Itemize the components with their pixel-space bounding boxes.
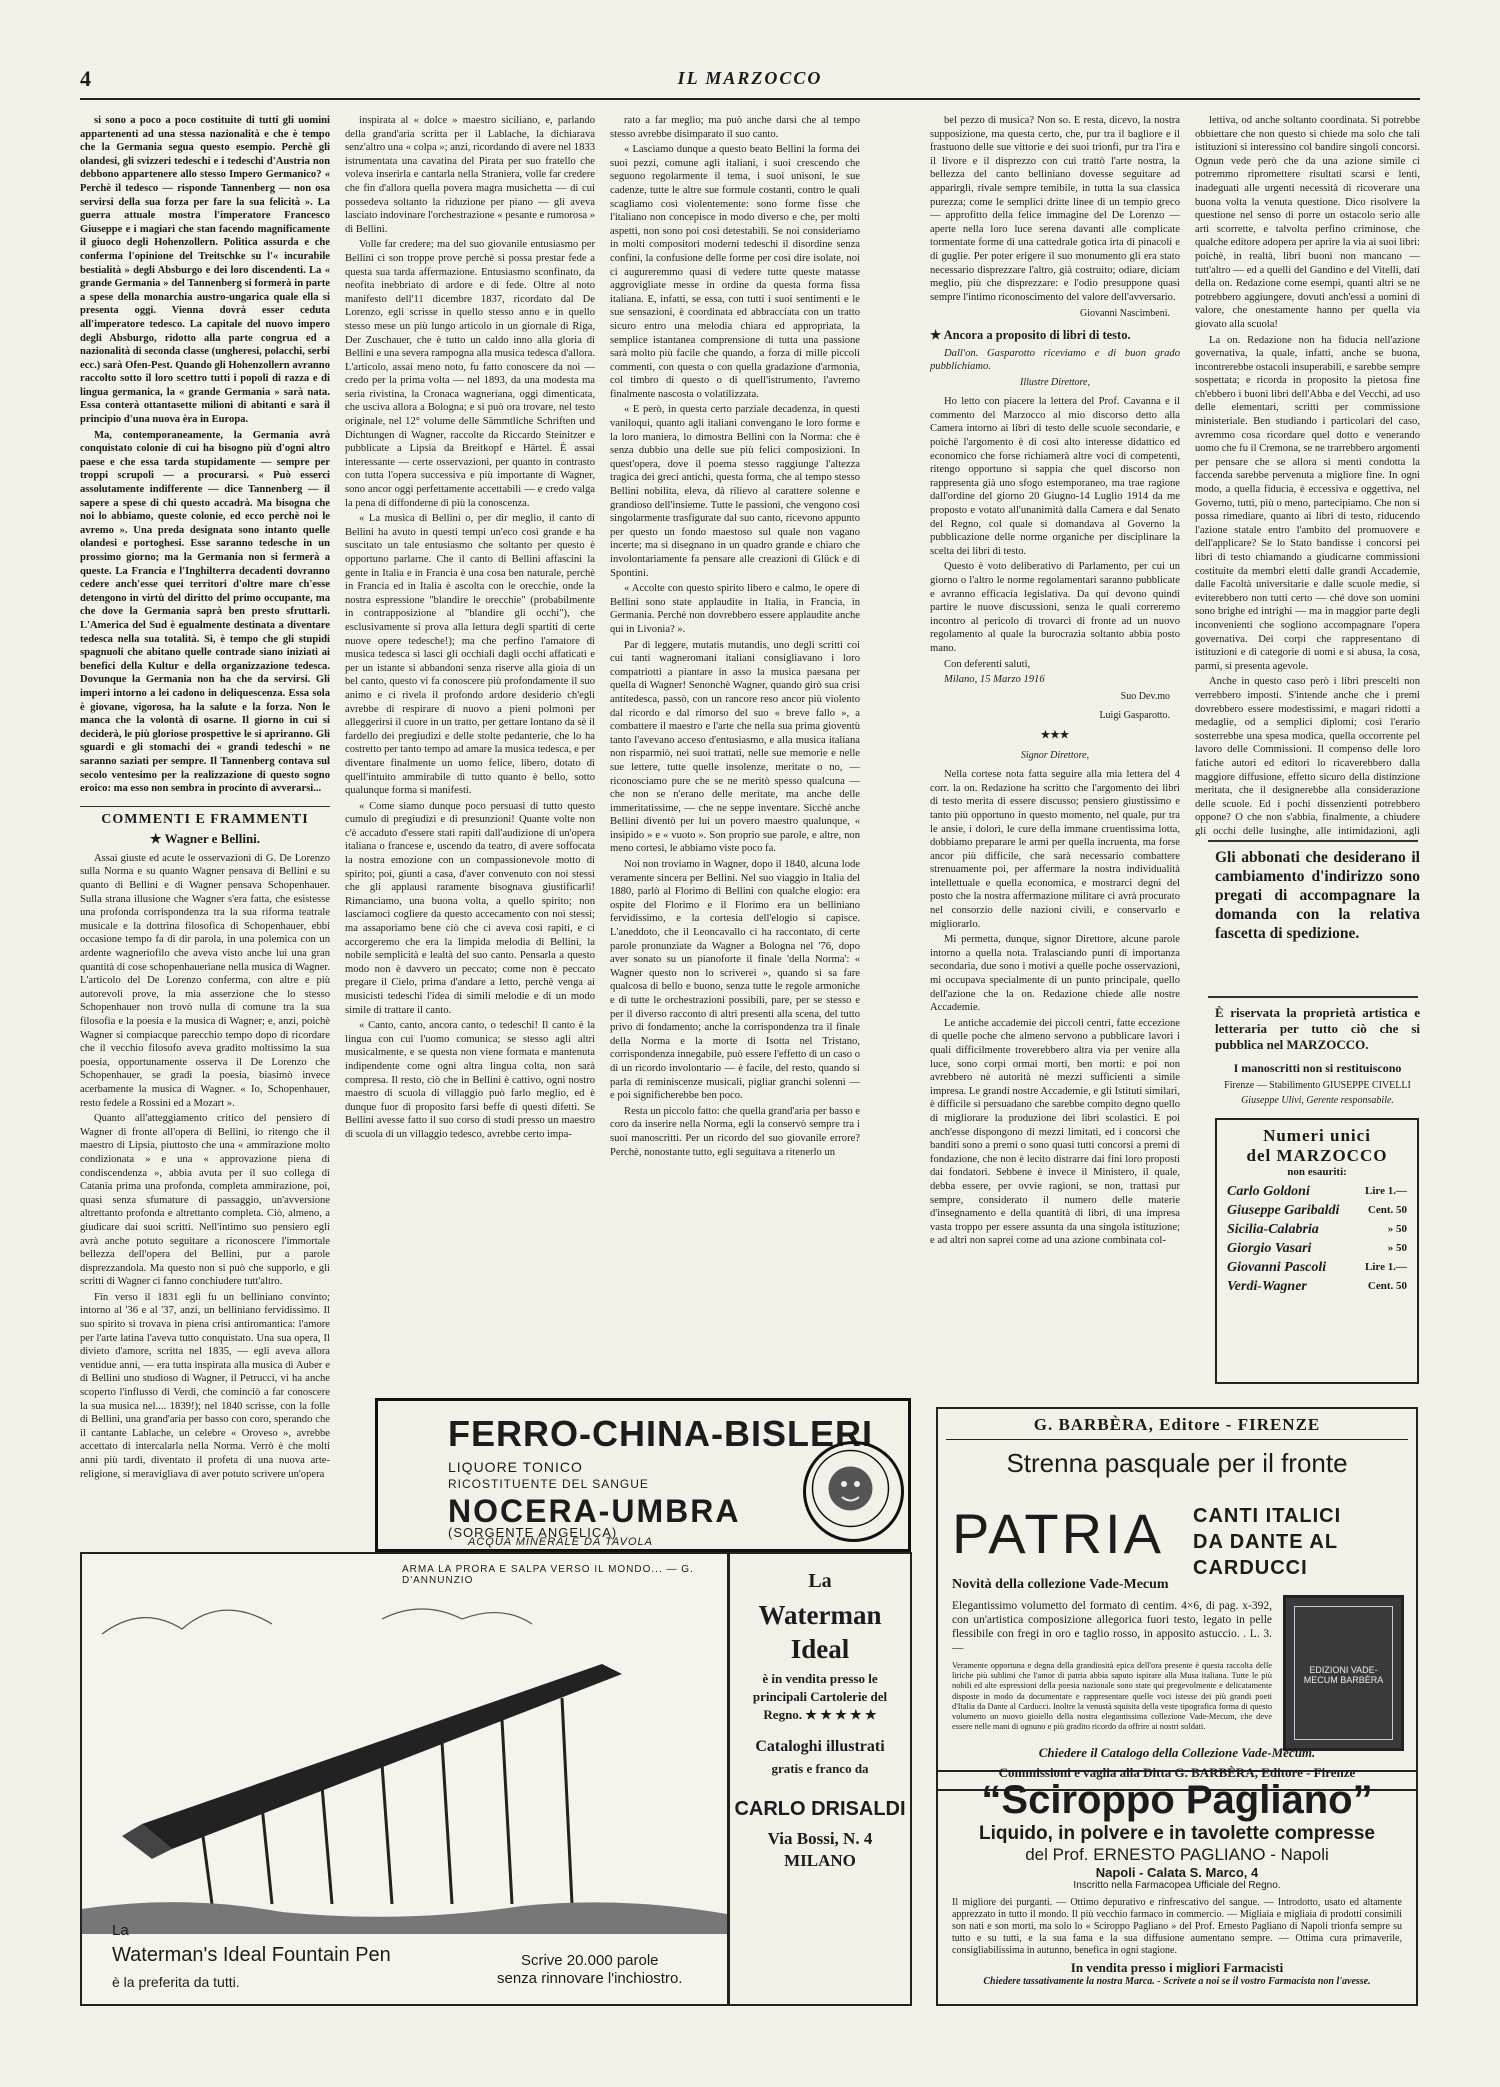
item-name: Giorgio Vasari (1227, 1241, 1312, 1256)
ferro-china-bisleri-ad (375, 1398, 911, 1552)
lion-seal-graphic (806, 1444, 895, 1533)
column-1 (80, 114, 330, 1604)
ad-canti-line: CANTI ITALICI (1193, 1505, 1342, 1527)
ad-line: Liquido, in polvere e in tavolette compresse (979, 1823, 1375, 1844)
item-price: Cent. 50 (1367, 1280, 1407, 1292)
book-cover-label: EDIZIONI VADE-MECUM BARBÈRA (1294, 1606, 1393, 1740)
ad-title: “Sciroppo Pagliano” (981, 1778, 1373, 1822)
paragraph: Mi permetta, dunque, signor Direttore, alcune parole intorno a quella nota. Tralasciando punti di importanza secondaria, due sono i motivi a quelle poche osservazioni, mi occupava specialmente di un punto principale, quello dell'azione che la on. Redazione chiede alle nostre Accademie. (930, 934, 1180, 1014)
ad-patria: PATRIA (952, 1502, 1164, 1565)
paragraph: Ma, contemporaneamente, la Germania avrà conquistato colonie di cui ha bisogno più d'ogni altro paese e che essa tarda stupidamente — sempre per troppi scrupoli — a procurarsi. « Può esserci assolutamente indifferente — dice Tannenberg — il sapere a spese di chi questo accadrà. Ma bisogna che noi lo abbiamo, queste colonie, ed ecco perchè noi le avremo ». Una preda designata sono intanto quelle olandesi e portoghesi. Esse saranno tedesche in un prossimo giorno; ma la Germania non si fermerà a queste. La Francia e l'Inghilterra decadenti dovranno cedere anch'esse quei territori d'oltre mare ch'esse detengono in virtù del diritto del primo occupante, ma che dove la Germania saprà ben presto sfruttarli. L'America del Sud è egualmente destinata a diventare tedesca nella sua totalità. Sì, è tempo che gli stupidi spagnuoli che abitano quelle contrade siano iniziati ai benefici della Kultur e della organizzazione tedesca. Dovunque la Germania non ha che da servirsi. Gli imperi intorno a lei cadono in deliquescenza. Essa sola è giovane, vigorosa, ha la salute e la forza. Non le manca che la volontà di osarne. Il giorno in cui si deciderà, le più gloriose prospettive le si apriranno. Gli sguardi e gli stomachi dei « grandi tedeschi » ne saranno saziati per sempre. Il Tannenberg contava sul secolo ventesimo per la realizzazione di questo sogno eroico: ma esso non sembra in procinto di avverarsi... (80, 429, 330, 795)
ad-footer: Commissioni e vaglia alla Ditta G. BARBÈRA, Editore - Firenze (998, 1765, 1356, 1780)
ad-brand-name: Waterman's Ideal Fountain Pen (112, 1944, 391, 1966)
ad-line: Chiedere tassativamente la nostra Marca. - Scrivete a noi se il vostro Farmacista non l'avesse. (983, 1976, 1371, 1987)
page-number: 4 (80, 66, 91, 91)
column-3 (610, 114, 860, 1386)
item-name: Sicilia-Calabria (1227, 1222, 1319, 1237)
paragraph: La on. Redazione non ha fiducia nell'azione governativa, la quale, infatti, anche se buona, incontrerebbe ostacoli insuperabili, e sarebbe sempre sospettata; e ricorda in proposito la pietosa fine ch'ebbero i buoni libri dell'Abba e del Vecchi, ad uso delle elementari, scritti per commissione ministeriale. Ben studiando i particolari del caso, avremmo cosa ricordare quel dotto e venerando uomo che fu il Cremona, se ne trarrebbero argomenti per pensare che se allora si mentì condotta la faccenda sarebbe pervenuta a migliore fine. In ogni modo, a quella fiducia, è eccessiva e oggettiva, nel Governo, tutti, più o meno, partecipiamo. Che non si possa rimediare, quanto ai libri di testo, riducendo l'azione statale entro l'ambito del promuovere e dell'applicare? Se lo Stato bandisse i concorsi pei libri di testo chiamando a giudicarne commissioni costituite da membri eletti dalle grandi Accademie, dalle Facoltà universitarie e dalle scuole medie, si eviterebbero non tutti certo — ché dove son uomini sono brighe ed intrighi — ma in maggior parte degli inconvenienti che sogliono accompagnare l'opera governativa. Dei corpi che rappresentano di istituzioni e di categorie di uomi e si abusa, la cosa, parmi, si presenta agevole. (1195, 334, 1420, 672)
signature: Suo Dev.mo (1120, 690, 1170, 702)
paragraph: Resta un piccolo fatto: che quella grand'aria per basso e coro da inserire nella Norma, egli la conservò sempre tra i suoi manoscritti. Per un ricordo del suo giovanile errore? Perchè, nonostante tutto, egli seguitava a ritenerlo un (610, 1105, 860, 1158)
ad-claim: è la preferita da tutti. (112, 1974, 240, 1990)
ad-canti-line: DA DANTE AL CARDUCCI (1193, 1531, 1338, 1579)
article-title: ★ Wagner e Bellini. (149, 831, 261, 847)
separator-stars: ★★★ (1040, 729, 1070, 741)
manuscripts-notice: I manoscritti non si restituiscono (1233, 1061, 1402, 1075)
paragraph: Anche in questo caso però i libri prescelti non verrebbero imposti. S'intende anche che i premi dovrebbero essere modestissimi, e magari ridotti a medaglie, od a semplici diplomi; così l'erario sosterrebbe una spesa modica, quella occorrente pel lavoro delle Commissioni. Il compenso delle loro fatiche autori ed editori lo ricaverebbero dalla maggiore diffusione, effetto sicuro della distinzione meritata, che il designerebbe alla considerazione delle scuole. Ed i pochi dissenzienti potrebbero oppone? O che non s'abbia, finalmente, a chiudere gli occhi delle lusinghe, alle intimidazioni, agli (1195, 676, 1420, 836)
barbera-ad (936, 1407, 1418, 1791)
item-price: » 50 (1387, 1223, 1407, 1235)
list-item (1217, 1258, 1417, 1277)
ad-tagline: ARMA LA PRORA E SALPA VERSO IL MONDO... — G. D'ANNUNZIO (402, 1564, 694, 1586)
ad-gratis: gratis e franco da (771, 1761, 869, 1776)
ad-claim-box (497, 1952, 682, 1988)
item-price: Lire 1.— (1365, 1185, 1407, 1197)
book-cover-icon (1283, 1595, 1404, 1751)
item-name: Verdi-Wagner (1227, 1279, 1307, 1294)
ad-line: In vendita presso i migliori Farmacisti (1070, 1960, 1284, 1975)
ad-city: MILANO (784, 1851, 856, 1870)
signature: Giovanni Nascimbeni. (1080, 308, 1170, 320)
ad-body (952, 1599, 1272, 1732)
ad-ideal: Ideal (790, 1634, 850, 1664)
section-title: COMMENTI E FRAMMENTI (80, 806, 330, 827)
pagliano-ad (936, 1770, 1418, 2006)
item-name: Giuseppe Garibaldi (1227, 1203, 1340, 1218)
paragraph: inspirata al « dolce » maestro siciliano, e, parlando della grand'aria scritta per il Lablache, la dichiarava senz'altro una « colpa »; anzi, ricordando di avere nel 1833 istrumentata una cavatina del Pirata per suo fratello che voleva inserirla e cantarla nella Straniera, volle far credere che fin d'allora quella povera magra musichetta — di cui possedeva soltanto la riduzione per piano — gli aveva lasciato indovinare l'orchestrazione « pesante e rumorosa » di Bellini. (345, 115, 595, 235)
ad-line: Napoli - Calata S. Marco, 4 (1095, 1865, 1259, 1880)
paragraph: lettiva, od anche soltanto coordinata. Si potrebbe obbiettare che non questo si chiede ma solo che tali istituzioni si interessino col bandire singoli concorsi. Ognun vede però che da una azione simile ci potremmo ripromettere risultati scarsi e lenti, inadeguati alle urgenti necessità di ricoverare una buona volta la venuta questione. Dico risolvere la questione nel senso di porre un ostacolo serio alle arti scorrette, e talvolta perfino criminose, che qualche editore adopera per aprire la via ai suoi libri: poichè, in realtà, libri buoni non mancano — tutt'altro — ed a quelli del Gandino e del Vitelli, dati della on. Redazione come esempi, quanti altri se ne potrebbero aggiungere, dovuti anch'essi a uomini di valore, che onestamente hanno per quella via giovato alla scuola! (1195, 115, 1420, 330)
paragraph: Assai giuste ed acute le osservazioni di G. De Lorenzo sulla Norma e su quanto Wagner pensava di Bellini e su quanto di Bellini e di Wagner pensava Schopenhauer. Sulla strana illusione che Wagner s'era fatta, che esistesse una profonda corrispondenza tra la sua riforma teatrale musicale e la dottrina filosofica di Schopenhauer, ebbi occasione tempo fa di dir parola, in una polemica con un ardente wagneriofilo che aveva visto anche lui una gran quantità di cose schopenhaueriane nella musica di Wagner. L'articolo del De Lorenzo conferma, con altre e più autorevoli prove, la mia asserzione che lo stesso Schopenhauer non trovò nulla di comune tra la sua filosofia e la poesia e la musica di Wagner; e, anzi, poichè Wagner si compiacque parecchio tempo dopo di ricordare che il vecchio filosofo aveva gradito moltissimo la sua poesia, opportunamente osserva il De Lorenzo che Schopenhauer, se gradì la poesia, biasimò invece acerbamente la musica di Wagner. « Io, Schopenhauer, resto fedele a Rossini ed a Mozart ». (80, 852, 330, 1109)
ad-claim-line: Scrive 20.000 parole (520, 1952, 659, 1969)
divider (1208, 840, 1418, 842)
list-item (1217, 1220, 1417, 1239)
paragraph: « E però, in questa certo parziale decadenza, in questi vaniloqui, quanto agli italiani convengano le loro forme e la loro maniera, lo dimostra Bellini con la Norma: che è senza dubbio una delle sue più felici composizioni. In quest'opera, dove il poema stesso raggiunge l'altezza tragica dei greci antichi, questa forma, che al tempo stesso Bellini nobilita, eleva, dà rilievo al carattere solenne e grandioso dell'insieme. Tutte le passioni, che vengono così singolarmente trasfigurate dal suo canto, ricevono appunto per questo un fondo maestoso sul quale non vagano incerte; ma si disegnano in un quadro grande e chiaro che involontariamente fa pensare alle creazioni di Glück e di Spontini. (610, 404, 860, 579)
paragraph: rato a far meglio; ma può anche darsi che al tempo stesso avrebbe disimparato il suo canto. (610, 115, 860, 140)
page-header (80, 62, 1420, 100)
paragraph: « Come siamo dunque poco persuasi di tutto questo cumulo di pregiudizi e di presunzioni! Quante volte non c'è accaduto d'essere stati rapiti dall'audizione di un'opera italiana o francese e, uscendo da teatro, di avere soffocata la nostra emozione con un compassionevole motto di spirito; poi, giunti a casa, d'aver convenuto con noi stessi che gli applausi raramente bisognava giustificarli! Rimanciamo, una buona volta, a quello spirito; non lasciamoci cogliere da questo accecamento con noi stessi; ma assaporiamo bene ciò che ci aveva così rapiti, e ci accorgeremo che era la limpida melodia di Bellini, la nobile semplicità e lealtà del suo canto. Pensarla a questo modo non è davvero un peccato; come non è peccato pregare il Cielo, prima d'andare a letto, perchè venga ai musicisti tedeschi l'idea di simili melodie e di un modo simile di trattare il canto. (345, 800, 595, 1016)
subscribers-notice: Gli abbonati che desiderano il cambiamento d'indirizzo sono pregati di accompagnare la domanda con la relativa fascetta di spedizione. (1215, 849, 1420, 942)
paragraph: Quanto all'atteggiamento critico del pensiero di Wagner di fronte all'opera di Bellini, io ritengo che il maestro di Lipsia, piuttosto che una « ammirazione molto condizionata » e una « approvazione piena di condiscendenza », abbia avuta per il suo collega di Catania prima una profonda, completa ammirazione, poi, quasi senza sfumature di passaggio, un'avversione altrettanto profonda e altrettanto completa. Ciò, almeno, a giudicare dai suoi scritti. Nell'intimo suo pensiero egli avrà anche potuto seguitare a riconoscere l'immortale bellezza dell'opera del Bellini, pur a parole disprezzandola. Ma questo non si può che supporlo, e gli scritti di Wagner ci fanno conchiudere tutt'altro. (80, 1113, 330, 1288)
item-price: Lire 1.— (1365, 1261, 1407, 1273)
ad-line: LIQUORE TONICO (448, 1459, 583, 1475)
article-title: ★ Ancora a proposito di libri di testo. (930, 327, 1131, 342)
ad-cataloghi: Cataloghi illustrati (755, 1738, 885, 1755)
manager-credit: Giuseppe Ulivi, Gerente responsabile. (1241, 1095, 1394, 1106)
paragraph: Ho letto con piacere la lettera del Prof. Cavanna e il commento del Marzocco al mio discorso detto alla Camera intorno ai libri di testo delle scuole secondarie, e poichè l'argomento è di così alto interesse didattico ed economico che forse richiamerà altre voci di competenti, ritengo opportuno si sappia che quel discorso non rappresenta già uno sfogo estemporaneo, ma trae ragione dall'ordine del giorno 20 Giugno-14 Luglio 1914 da me proposto e votato all'unanimità dalla Camera e dal Senato del Regno, col quale si domandava al Governo la pubblicazione delle norme organiche per disciplinare la scelta dei libri di testo. (930, 396, 1180, 557)
masthead: IL MARZOCCO (677, 68, 823, 88)
printer-credit: Firenze — Stabilimento GIUSEPPE CIVELLI (1224, 1080, 1411, 1091)
list-item (1217, 1201, 1417, 1220)
column-4 (930, 114, 1180, 1386)
paragraph: « Accolte con questo spirito libero e calmo, le opere di Bellini sono state applaudite in Italia, in Francia, in Germania. Perchè non dovrebbero essere applaudite anche qui in Livonia? ». (610, 583, 860, 635)
list-item (1217, 1182, 1417, 1201)
paragraph: Questo è voto deliberativo di Parlamento, per cui un giorno o l'altro le norme regolamentari saranno pubblicate e avranno efficacia legislativa. Da qui devono quindi partire le nuove discussioni, senza le quali correremo incontro al pericolo di trovarci di fronte ad un nuovo regolamento al quale la burocrazia soltanto abbia posto mano. (930, 561, 1180, 654)
ad-strenna: Strenna pasquale per il fronte (1006, 1448, 1348, 1478)
numeri-unici-subtitle: non esauriti: (1287, 1166, 1347, 1178)
ad-claim-line: senza rinnovare l'inchiostro. (497, 1970, 683, 1987)
intro-note: Dall'on. Gasparotto riceviamo e di buon grado pubblichiamo. (930, 347, 1180, 373)
paragraph: Fin verso il 1831 egli fu un belliniano convinto; intorno al '36 e al '37, anzi, un belliniano fervidissimo. Il suo spirito si trovava in piena crisi antiromantica: l'amore per l'arte latina l'aveva tutto conquistato. Una sua opera, Il divieto d'amore, scritta nel 1835, — egli aveva allora ventidue anni, — era tutta inspirata alla musica di Auber e di Bellini uno studioso di Wagner, il Petrucci, vi ha anche scoperto l'influsso di Verdi, che cominciò a far conoscere la sua musica nel.... 1839!); nel 1840 scrisse, con la folle di Bellini, una grand'aria per basso con coro, sperando che il cantante Lablache, un celebre « Oroveso », avrebbe accettato di intercalarla nella Norma. Verrò è che molti anni più tardi, diventato il profeta di una nuova arte-religione, si meravigliava di aver potuto scrivere un'opera (80, 1291, 330, 1480)
ad-body-line: Elegantissimo volumetto del formato di centim. 4×6, di pag. x-392, con un'artistica composizione allegorica fuori testo, legato in pelle flessibile con fregi in oro e taglio rosso, in apposito astuccio. . L. 3. — (952, 1600, 1272, 1654)
waterman-pen-ad (80, 1552, 729, 2006)
ad-line: ACQUA MINERALE DA TAVOLA (468, 1536, 653, 1548)
ad-la: La (112, 1922, 129, 1939)
ad-nocera-umbra: NOCERA-UMBRA (448, 1493, 741, 1529)
column-2 (345, 114, 595, 1386)
list-item (1217, 1239, 1417, 1258)
ad-address: Via Bossi, N. 4 (767, 1829, 873, 1848)
ad-canti (1193, 1503, 1416, 1581)
ad-line: (SORGENTE ANGELICA) (448, 1525, 618, 1540)
ad-line: del Prof. ERNESTO PAGLIANO - Napoli (1025, 1845, 1329, 1864)
rights-notice: È riservata la proprietà artistica e letteraria per tutto ciò che si pubblica nel MARZOCCO. (1215, 1005, 1420, 1052)
paragraph: « Lasciamo dunque a questo beato Bellini la forma dei suoi pezzi, comune agli italiani, i suoi crescendo che seguono regolarmente il tema, i suoi unisoni, le sue cadenze, tutte le altre sue formule costanti, contro le quali scagliamo così violentemente: sono forme fisse che l'italiano non concepisce in modo diverso e che, per molti aspetti, non sono poi così detestabili. Se noi consideriamo in molti compositori moderni tedeschi il disordine senza confini, la confusione delle forme per così dire isolate, noi ci augureremmo quasi di vedere tutte queste matasse aggrovigliate messe in ordine da questa forma fissa italiana. E, infatti, se essa, con tutti i suoi sentimenti e le sue sensazioni, è coordinata ed abbracciata con un tratto sicuro entro una melodia chiara ed appropriata, la semplice istantanea comprensione di tutta una passione sarà molto più facile che quando, a forza di mille piccoli commenti, con questa o con quella gradazione d'armonia, col timbro di questo o di quell'istrumento, l'avremo finalmente nascosta o volatilizzata. (610, 144, 860, 400)
list-item (1217, 1277, 1417, 1296)
column-5 (1195, 114, 1420, 836)
ad-novita: Novità della collezione Vade-Mecum (952, 1577, 1169, 1592)
ad-vendita: è in vendita presso le principali Cartolerie del Regno. ★ ★ ★ ★ ★ (752, 1671, 888, 1722)
paragraph: Par di leggere, mutatis mutandis, uno degli scritti coi cui tanti wagneromani italiani consigliavano i loro compatriotti a piantare in asso la musica paesana per quella di Wagner! Senonchè Wagner, quando girò sua crisi antitedesca, passò, con un rancore reso ancor più violento dal ricordo e dal rimorso del suo « breve fallo », a combattere il maestro e l'arte che nella sua prima gioventù tanto l'avevano acceso d'entusiasmo, e alla musica italiana non risparmiò, nei suoi trattati, nelle sue memorie e nelle sue lettere, tutte quelle insolenze, meritate o no, — riconosciamo pure che se ne meritò spesso qualcuna — che non se n'erano delle meritate, ma anche delle immeritatissime, — che ne seppe inventare. Sicchè anche Bellini diventò per lui un povero maestro qualunque, « insipido » e « vuoto ». Son proprio sue parole, e altre, non meno cortesi, le abbiamo viste poco fa. (610, 639, 860, 855)
column-1-top (80, 114, 330, 796)
pen-ship-illustration (82, 1574, 727, 1934)
ad-header: G. BARBÈRA, Editore - FIRENZE (946, 1409, 1408, 1440)
paragraph: Nella cortese nota fatta seguire alla mia lettera del 4 corr. la on. Redazione ha scritto che l'argomento dei libri di testo merita di essere discusso; pensiero giustissimo e tanto più opportuno in questo momento, nel quale, pur tra le ansie, i dolori, le cure della immane cruentissima lotta, dobbiamo preparare le armi per quella incruenta, ma forse ancor più difficile, che sarà necessario combattere strenuamente poi, per affermare la nostra individualità intellettuale e quella economica, e mostrarci degni del posto che la nostra affermazione militare ci avrà procurato nel consorzio delle nazioni civili, e conservarlo e migliorarlo. (930, 769, 1180, 930)
paragraph: Volle far credere; ma del suo giovanile entusiasmo per Bellini ci son troppe prove perchè si possa prestar fede a questa sua tarda affermazione. Entusiasmo sconfinato, da neofita inebbriato di ardore e di fede. Oltre al noto manifesto dell'11 dicembre 1837, ricordato dal De Lorenzo, egli scrisse in quello stesso anno e in quello stesso mese un più lungo articolo in un giornale di Riga, Der Zuschauer, che è tutto un caldo inno alla gloria di Bellini e una severa rampogna alla musica tedesca d'allora. L'articolo, assai meno noto, fu fatto conoscere da noi — credo per la prima volta — nel 1893, da una modesta ma seria rivistina, la Cronaca wagneriana, oggi dimenticata, che usciva allora a Bologna; e si può ora trovare, nel testo originale, nel 12° volume delle Sämmtliche Schriften und Dichtungen di Wagner, raccolte da Riccardo Steinitzer e pubblicate a Lipsia da Breitkopf e Härtel. È assai interessante — certe osservazioni, per quanto in contrasto con tutta l'opera successiva e più importante di Wagner, sono ancor oggi perfettamente accettabili — e credo valga la pena di diffonderne di più la conoscenza. (345, 239, 595, 509)
ad-la: La (808, 1570, 832, 1592)
item-price: » 50 (1387, 1242, 1407, 1254)
ad-title: FERRO-CHINA-BISLERI (448, 1413, 873, 1454)
dateline: Milano, 15 Marzo 1916 (944, 674, 1045, 686)
ad-company: CARLO DRISALDI (734, 1798, 906, 1820)
divider (1208, 996, 1418, 998)
ad-body: Il migliore dei purganti. — Ottimo depurativo e rinfrescativo del sangue. — Introdotto, usato ed altamente apprezzato in tutto il mondo. Il più vecchio farmaco in commercio. — Migliaia e migliaia di prodotti consimili son nati e son morti, ma solo lo « Sciroppo Pagliano » del Prof. Ernesto Pagliano di Napoli trionfa sempre su tutto e su tutti, e la sua fama e la sua diffusione aumentano sempre. — Ottima cura primaverile, consigliabilissima in autunno, benefica in ogni stagione. (952, 1897, 1402, 1956)
paragraph: « La musica di Bellini o, per dir meglio, il canto di Bellini ha avuto in questi tempi un'eco così grande e ha suscitato un tale entusiasmo che soltanto per questo è opportuno parlarne. Che il canto di Bellini affascini la gente in Italia e in Francia è una cosa ben naturale, perchè in Francia ed in Italia è ascolta con le orecchie, onde la nostra espressione "blandire le orecchie" (probabilmente in contrapposizione al "blandire gli occhi"), che esclusivamente si prova alla lettura degli spartiti di certe nuove opere tedesche!); ma che perfino l'amatore di musica tedesca si lasci gli occhiali dagli occhi affaticati e per un istante si abbandoni senza riserve alla gioia di un bel canto, questo vi fa conoscere più profondamente il suo animo e ci rivela il profondo ardore desiderio ch'egli avrebbe di respirare di nuovo a pieni polmoni per alleggerirsi il cuore in un tratto, per gettare lontano da sè il fardello dei pregiudizi e delle stolte pedanterie, che lo ha costretto per tanto tempo ad amare la musica tedesca, e per diventare finalmente un uomo felice, libero, dotato di quell'intuito ammirabile di tutto quanto è bello, sotto qualunque forma si manifesti. (345, 513, 595, 797)
paragraph: « Canto, canto, ancora canto, o tedeschi! Il canto è la lingua con cui l'uomo comunica; se stesso agli altri musicalmente, e se questa non viene formata e mantenuta indipendente come ogni altra lingua colta, non sarà compresa. Il resto, ciò che in Bellini è cattivo, ogni nostro maestro di scuola di villaggio può farlo meglio, ed è dunque fuor di proposito farsi beffe di questi difetti. Se Bellini avesse fatto il suo corso di studi presso un maestro di scuola di un villaggio tedesco, avrebbe certo impa- (345, 1020, 595, 1140)
ad-body-line: Veramente opportuna e degna della grandiosità epica dell'ora presente è questa raccolta delle liriche più sublimi che l'amor di patria abbia saputo ispirare alla Musa italiana. Tutte le più nobili ed alte espressioni della poesia nazionale sono state qui pregevolmente e delicatamente disposte in modo da documentare e rappresentare quelle voci istesse dei più grandi poeti d'Italia da Dante al Carducci. Inoltre la venustà squisita della veste tipografica forma di questo volumetto un nuovo gioiello della nostra elegantissima collezione Vade-Mecum, che deve essere nelle mani di ognuno e più gradito ricordo da offrire ai nostri soldati. (952, 1661, 1272, 1732)
ad-line: RICOSTITUENTE DEL SANGUE (448, 1477, 649, 1491)
salutation: Illustre Direttore, (1020, 376, 1090, 388)
numeri-unici-box (1215, 1118, 1419, 1384)
item-price: Cent. 50 (1367, 1204, 1407, 1216)
item-name: Carlo Goldoni (1227, 1184, 1310, 1199)
numeri-unici-title-2: del MARZOCCO (1246, 1146, 1388, 1165)
lion-seal-icon (803, 1441, 904, 1542)
ad-waterman: Waterman (758, 1600, 882, 1630)
signature: Luigi Gasparotto. (1099, 710, 1170, 722)
numeri-unici-title: Numeri unici (1263, 1126, 1371, 1145)
paragraph: bel pezzo di musica? Non so. E resta, dicevo, la nostra supposizione, ma questa certo, che, pur tra il bagliore e il frastuono delle sue vittorie e dei suoi trionfi, pur tra l'ira e il livore e il disprezzo con cui trattò l'arte nostra, la bellezza del canto belliniano dovesse seguitare ad apparirgli, rivale sempre temibile, in tutta la sua classica purezza; come le semplici dritte linee di un tempio greco — approfitto della felice immagine del De Lorenzo — aperte nella loro luce serena davanti alle complicate tormentate forme di una cattedrale gotica irta di pinacoli e di guglie. Per poter erigere il suo monumento gli era stato necessario disprezzare l'altro, già costruito; odiare, diciam meglio, più che disprezzare: e l'odio presuppone quasi sempre l'intimo riconoscimento del valore dell'avversario. (930, 115, 1180, 303)
ad-line: Inscritto nella Farmacopea Ufficiale del Regno. (1073, 1880, 1281, 1891)
salutation: Signor Direttore, (1020, 749, 1090, 761)
paragraph: Noi non troviamo in Wagner, dopo il 1840, alcuna lode veramente sincera per Bellini. Nel suo viaggio in Italia del 1880, parlò al Florimo di Bellini con qualche elogio: era ospite del Florimo e il Florimo era un belliniano fervidissimo, e la cortesia dell'elogio si capisce. L'aneddoto, che il Leoncavallo ci ha raccontato, di certe parole pronunziate da Wagner a Bologna nel '76, dopo aver sonato su un pianoforte il finale 'della Norma': « Wagner questo non lo scriverei », quando si sa fare qualcosa di bello e buono, senza tutte le regole armoniche e di tutte le orchestrazioni possibili, pare, per se stesso e per il diverso racconto di altri presenti alla scena, del tutto privo di fondamento; anche la corrispondenza tra il finale della Norma e la morte di Isotta nel Tristano, corrispondenza innegabile, può essere l'effetto di un caso o di un ricordo involontario — è facile, del resto, quando si parla di reminiscenze musicali, pigliar granchi solenni — e poi significherebbe ben poco. (610, 859, 860, 1102)
legal-notice (1215, 1005, 1420, 1108)
ad-footer: Chiedere il Catalogo della Collezione Vade-Mecum. (1038, 1745, 1316, 1760)
item-name: Giovanni Pascoli (1227, 1260, 1327, 1275)
paragraph: Con deferenti saluti, (944, 658, 1031, 670)
drisaldi-ad (728, 1552, 912, 2006)
paragraph: si sono a poco a poco costituite di tutti gli uomini appartenenti ad una stessa nazionalità e che è tempo che la Germania segua questo esempio. Perchè gli olandesi, gli svizzeri tedeschi e i tedeschi d'Austria non debbono appartenere allo stesso Impero Germanico? « Perchè il tedesco — risponde Tannenberg — non osa servirsi della sua forza per fare la sua felicità ». La guerra attuale mostra l'imperatore Francesco Giuseppe e i magiari che stan facendo magnificamente il giuoco degli Hohenzollern. Politica assurda e che conferma l'opinione del Treitschke su l'« incurabile bestialità » degli Absburgo e dei loro discendenti. La « grande Germania » del Tannenberg si formerà in parte a spese della monarchia austro-ungarica quale ella si presenta oggi. Vienna dovrà esser ceduta all'imperatore tedesco. La capitale del nuovo impero degli Absburgo, ridotto alla parte congrua ed a nazionalità di seconda classe (ungheresi, polacchi, serbi ecc.) sarà Ofen-Pest. Quando gli Hohenzollern avranno raccolto sotto il loro scettro tutti i popoli di razza e di lingua germanica, la « grande Germania » sarà nata. Essa conterà ottantasette milioni di abitanti e sarà il principio d'una nuova èra in Europa. (80, 115, 330, 426)
paragraph: Le antiche accademie dei piccoli centri, fatte eccezione di quelle poche che almeno servono a pubblicare lavori i quali difficilmente troverebbero altra via per venire alla luce, sono corpi ormai morti, ben morti: e poi non avrebbero nè autorità nè mezzi sufficienti a simile impresa. Le grandi nostre Accademie, e gli Istituti similari, è difficile si persuadano che sarebbe compito degno quello di migliorare la produzione dei libri scolastici. E poi anch'esse dispongono di mezzi limitati, ed i concorsi che banditi sono a premi o sono quasi tutti concorsi a premi di fondazione, che non è lecito distrarre dai fini loro proposti dai fondatori. Sebbene è invece il Ministero, il quale, debba essere, per ovvie ragioni, se non, trattasi pur sempre, considerato il numero delle materie d'insegnamento e della quantità di libri, di una impresa vasta troppo per essere assunta da una singola istituzione; e ad altri non saprei come ad una azione combinata col- (930, 1017, 1180, 1247)
